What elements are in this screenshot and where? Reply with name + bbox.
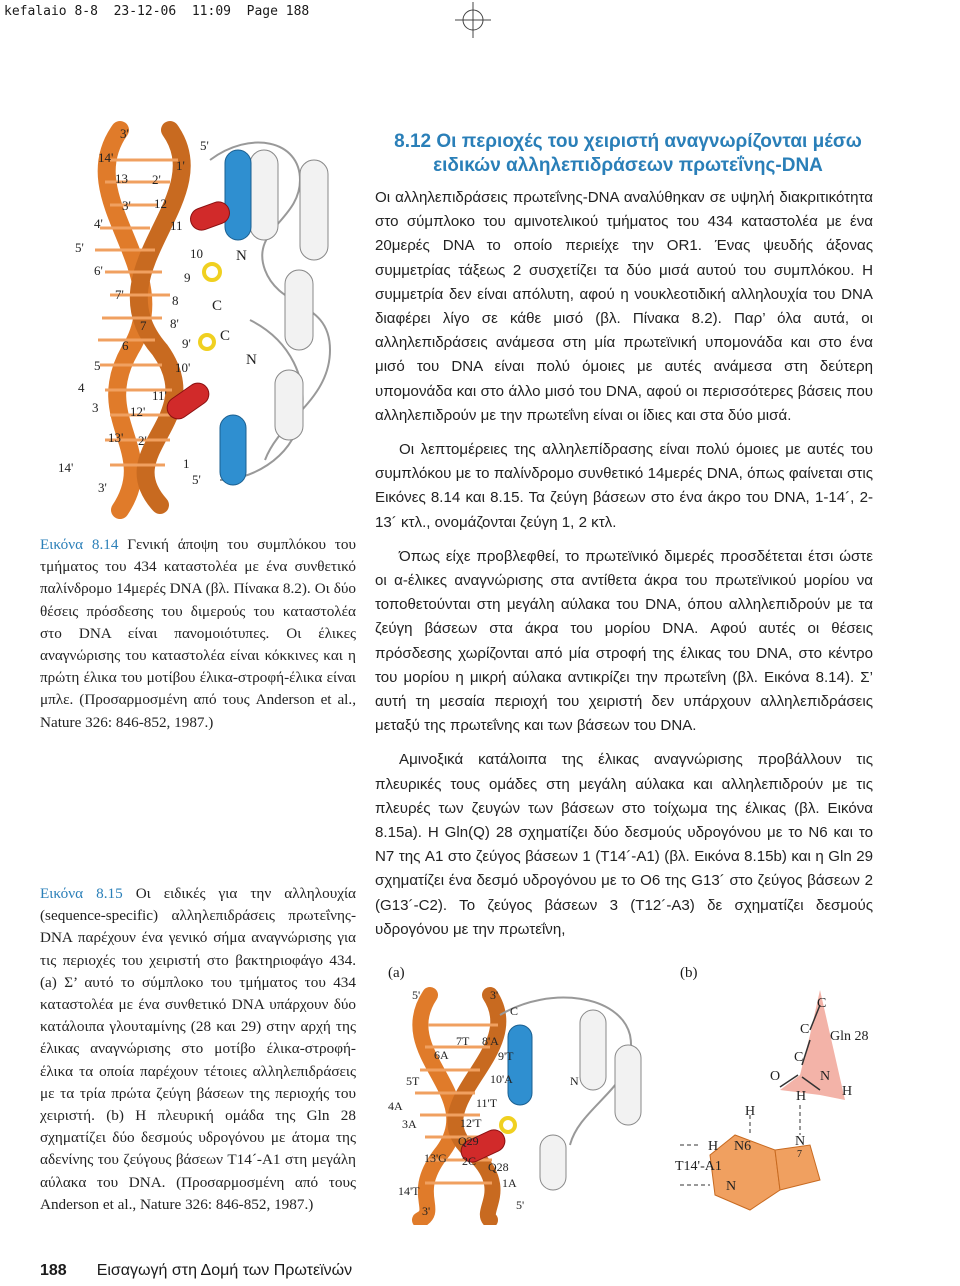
strand-label: 3 xyxy=(92,400,99,415)
strand-label: 7 xyxy=(140,318,147,333)
base-label: 9'T xyxy=(498,1049,514,1063)
residue-label: Gln 28 xyxy=(830,1029,869,1044)
base-label: 11'T xyxy=(476,1096,498,1110)
strand-label: 8' xyxy=(170,316,179,331)
strand-label: 3' xyxy=(490,988,499,1002)
caption-text: Οι ειδικές για την αλληλουχία (sequence-specific) αλληλεπιδράσεις πρωτεΐνης-DNA παρέχουν ένα γενικό σήμα αναγνώρισης για τις περιοχές του χειριστή στο βακτηριοφάγο 434. (a) Σ’ αυτό το σύμπλοκο του τμήματος του 434 καταστολέα με ένα συνθετικό DNA υπάρχουν δύο κατάλοιπα γλουταμίνης (28 και 29) στην αρχή της έλικας αναγνώρισης στο μοτίβο έλικα-στροφή-έλικα τα οποία παρέχουν τέτοιες αλληλεπιδράσεις με τα τρία πρώτα ζεύγη βάσεων της περιοχής του χειριστή. (b) Η πλευρική ομάδα της Gln 28 σχηματίζει δύο δεσμούς υδρογόνου με άτομα της αδενίνης του ζεύγους βάσεων T14´-A1 στη μεγάλη αύλακα του DNA. (Προσαρμοσμένη από τους Anderson et al., Nature 326: 846-852, 1987.) xyxy=(40,885,356,1213)
terminus-label: N xyxy=(570,1074,579,1088)
strand-label: 12 xyxy=(154,196,167,211)
strand-label: 1 xyxy=(183,456,190,471)
atom-label: C xyxy=(800,1022,810,1037)
atom-label: H xyxy=(796,1089,807,1104)
registration-mark-icon xyxy=(455,2,491,38)
blue-helix-bottom xyxy=(220,415,246,485)
strand-label: 6' xyxy=(94,263,103,278)
strand-label: 3' xyxy=(122,198,131,213)
atom-label: C xyxy=(794,1050,804,1065)
strand-label: 6 xyxy=(122,338,129,353)
paragraph: Όπως είχε προβλεφθεί, το πρωτεϊνικό διμερές προσδέτεται έτσι ώστε οι α-έλικες αναγνώρισης στα αντίθετα άκρα του πρωτεϊνικού μορίου να τοποθετούνται στη μεγάλη αύλακα του DNA, όπου αλληλεπιδρούν με τα ζεύγη βάσεων στα άκρα του μορίου DNA. Αφού αυτές οι θέσεις πρόσδεσης χωρίζονται από μία στροφή της έλικας του DNA, στο κέντρο του μορίου η μικρή αύλακα αντικρίζει την πρωτεΐνη (βλ. Εικόνα 8.14). Σ’ αυτή τη μεσαία περιοχή του χειριστή δεν υπάρχουν αλληλεπιδράσεις μεταξύ της πρωτεΐνης και των βάσεων του DNA. xyxy=(375,547,873,735)
strand-label: 4' xyxy=(94,216,103,231)
atom-label: H xyxy=(708,1139,719,1154)
paragraph: Αμινοξικά κατάλοιπα της έλικας αναγνώρισης προβάλλουν τις πλευρικές τους ομάδες στη μεγάλη αύλακα και αλληλεπιδρούν με τις πλευρές των ζευγών των βάσεων στο τοίχωμα της έλικας (βλ. Εικόνα 8.15a). Η Gln(Q) 28 σχηματίζει δύο δεσμούς υδρογόνου με το N6 και το N7 της A1 στο ζεύγος βάσεων 1 (T14´-A1) (βλ. Εικόνα 8.15b) και η Gln 29 σχηματίζει ένα δεσμό υδρογόνου με το O6 της G13´ στο ζεύγος βάσεων 2 (G13´-C2). Το ζεύγος βάσεων 3 (T12´-A3) δε σχηματίζει δεσμούς υδρογόνου με την πρωτεΐνη, xyxy=(375,751,873,938)
strand-label: 5' xyxy=(516,1198,525,1212)
base-label: 12'T xyxy=(460,1116,482,1130)
strand-label: 5 xyxy=(94,358,101,373)
strand-label: 5' xyxy=(192,472,201,487)
base-label: 4A xyxy=(388,1099,403,1113)
strand-label: 3' xyxy=(120,126,129,141)
atom-label: 7 xyxy=(797,1149,802,1160)
base-label: 14'T xyxy=(398,1184,420,1198)
atom-label: N xyxy=(726,1179,737,1194)
dna-double-helix xyxy=(95,130,182,510)
strand-label: 2' xyxy=(152,172,161,187)
terminus-label: N xyxy=(236,248,247,264)
base-label: 6A xyxy=(434,1048,449,1062)
terminus-label: N xyxy=(246,352,257,368)
residue-label: Q29 xyxy=(458,1134,479,1148)
blue-helix-top xyxy=(225,150,251,240)
caption-label: Εικόνα 8.15 xyxy=(40,885,123,902)
strand-label: 5' xyxy=(75,240,84,255)
strand-label: 11 xyxy=(170,218,183,233)
strand-label: 2' xyxy=(138,433,147,448)
strand-label: 5' xyxy=(200,138,209,153)
base-label: 5T xyxy=(406,1074,420,1088)
base-label: 7T xyxy=(456,1034,470,1048)
residue-label: Q28 xyxy=(488,1160,509,1174)
strand-label: 4 xyxy=(78,380,85,395)
strand-label: 9' xyxy=(182,336,191,351)
gln28-side-chain xyxy=(780,990,845,1100)
strand-label: 14' xyxy=(58,460,74,475)
caption-text: Γενική άποψη του συμπλόκου του τμήματος του 434 καταστολέα με ένα συνθετικό παλίνδρομο 14μερές DNA (βλ. Πίνακα 8.2). Οι δύο θέσεις πρόσδεσης του διμερούς του καταστολέα στο DNA είναι πανομοιότυπες. Οι έλικες αναγνώρισης του καταστολέα είναι κόκκινες και η πρώτη έλικα του μοτίβου έλικα-στροφή-έλικα είναι μπλε. (Προσαρμοσμένη από τους Anderson et al., Nature 326: 846-852, 1987.) xyxy=(40,536,356,731)
strand-label: 8 xyxy=(172,293,179,308)
strand-label: 3' xyxy=(98,480,107,495)
strand-label: 3' xyxy=(422,1204,431,1218)
strand-label: 14' xyxy=(98,150,114,165)
strand-label: 10 xyxy=(190,246,203,261)
body-text xyxy=(375,186,873,952)
terminus-label: C xyxy=(220,328,231,344)
strand-label: 13' xyxy=(108,430,124,445)
base-label: 10'A xyxy=(490,1072,513,1086)
panel-a-label: (a) xyxy=(388,965,405,981)
figure-815b-illustration xyxy=(670,985,880,1225)
atom-label: N6 xyxy=(734,1139,752,1154)
page-footer xyxy=(40,1262,352,1280)
atom-label: H xyxy=(745,1104,756,1119)
paragraph: Οι αλληλεπιδράσεις πρωτεΐνης-DNA αναλύθηκαν σε υψηλή διακριτικότητα στο σύμπλοκο του αμινοτελικού τμήματος του 434 καταστολέα με ένα 20μερές DNA το οποίο περιείχε την OR1. Ένας ψευδής άξονας συμμετρίας τάξεως 2 συσχετίζει τα δύο μισά αυτού του συμπλόκου. Η συμμετρία δεν είναι απόλυτη, αφού η νουκλεοτιδική αλληλουχία του DNA διαφέρει λίγο σε κάθε μισό (βλ. Πίνακα 8.2). Παρ’ όλα αυτά, οι αλληλεπιδράσεις ανάμεσα στη μία πρωτεϊνική υπομονάδα και στο ένα μισό του DNA είναι πολύ όμοιες με αυτές ανάμεσα στη δεύτερη υπομονάδα και στο άλλο μισό του DNA, αφού οι περισσότερες βάσεις που αλληλεπιδρούν με την πρωτεΐνη είναι οι ίδιες και στα δύο μισά. xyxy=(375,189,873,424)
base-label: 2C xyxy=(462,1154,477,1168)
section-heading: 8.12 Οι περιοχές του χειριστή αναγνωρίζονται μέσω ειδικών αλληλεπιδράσεων πρωτεΐνης-DNA xyxy=(394,131,862,176)
atom-label: C xyxy=(817,996,827,1011)
caption-label: Εικόνα 8.14 xyxy=(40,536,119,553)
figure-814-caption xyxy=(40,534,356,734)
base-pair-label: T14'-A1 xyxy=(675,1159,722,1174)
terminus-label: C xyxy=(212,298,223,314)
strand-label: 10' xyxy=(175,360,191,375)
strand-label: 9 xyxy=(184,270,191,285)
strand-label: 1' xyxy=(176,158,185,173)
strand-label: 12' xyxy=(130,404,146,419)
page-number: 188 xyxy=(40,1262,67,1279)
figure-815a-illustration xyxy=(380,985,680,1225)
base-label: 1A xyxy=(502,1176,517,1190)
book-title: Εισαγωγή στη Δομή των Πρωτεϊνών xyxy=(96,1262,353,1279)
strand-label: 5' xyxy=(412,988,421,1002)
strand-label: 13 xyxy=(115,171,128,186)
base-label: 3A xyxy=(402,1117,417,1131)
paragraph: Οι λεπτομέρειες της αλληλεπίδρασης είναι πολύ όμοιες με αυτές του συμπλόκου με το παλίνδρομο συνθετικό 14μερές DNA, όπως φαίνεται στις Εικόνες 8.14 και 8.15. Τα ζεύγη βάσεων στο ένα άκρο του DNA, 1-14´, 2-13´ κτλ., ονομάζονται ζεύγη 1, 2 κτλ. xyxy=(375,441,873,531)
strand-label: 7' xyxy=(115,287,124,302)
protein-helices xyxy=(163,150,328,485)
file-info-header: kefalaio 8-8 23-12-06 11:09 Page 188 xyxy=(4,4,310,19)
terminus-label: C xyxy=(510,1004,519,1018)
strand-label: 11' xyxy=(152,388,167,403)
atom-label: H xyxy=(842,1084,853,1099)
panel-b-label: (b) xyxy=(680,965,698,981)
base-label: 13'G xyxy=(424,1151,447,1165)
atom-label: O xyxy=(770,1069,781,1084)
base-label: 8'A xyxy=(482,1034,499,1048)
figure-814-illustration xyxy=(50,120,370,520)
figure-815-caption xyxy=(40,883,356,1216)
atom-label: N xyxy=(795,1134,806,1149)
atom-label: N xyxy=(820,1069,831,1084)
